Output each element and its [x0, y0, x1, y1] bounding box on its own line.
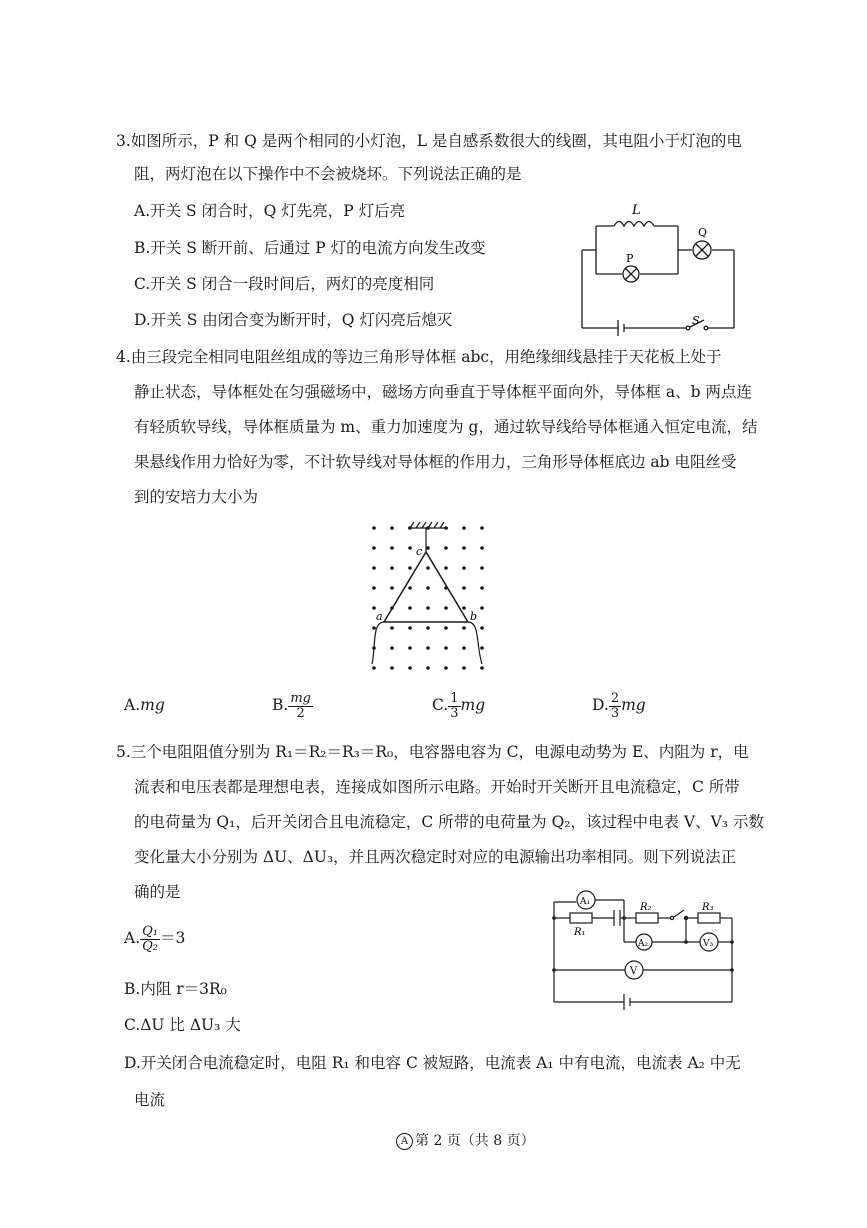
field-dot: [426, 606, 430, 610]
q4-vertex-b-label: b: [470, 610, 478, 623]
field-dot: [480, 526, 484, 530]
field-dot: [480, 566, 484, 570]
field-dot: [426, 586, 430, 590]
q4-option-c: C. $\frac{1}{3}$ mg: [432, 690, 486, 721]
q4-stem-line-3: 有轻质软导线，导体框质量为 m、重力加速度为 g，通过软导线给导体框通入恒定电流，结: [134, 418, 758, 436]
field-dot: [408, 546, 412, 550]
field-dot: [390, 546, 394, 550]
q5-option-b: B.内阻 r＝3R₀: [124, 980, 227, 998]
field-dot: [444, 626, 448, 630]
field-dot: [444, 666, 448, 670]
field-dot: [390, 586, 394, 590]
q3-option-b: B.开关 S 断开前、后通过 P 灯的电流方向发生改变: [134, 239, 486, 257]
q5-voltmeter-v-label: V: [630, 966, 638, 977]
field-dot: [408, 566, 412, 570]
q4-vertex-a-label: a: [376, 610, 383, 623]
q5-option-d-line-2: 电流: [134, 1091, 166, 1109]
field-dot: [372, 546, 376, 550]
field-dot: [390, 626, 394, 630]
page-footer: [396, 1130, 535, 1152]
footer-circle-mark: A: [396, 1133, 413, 1150]
field-dot: [408, 586, 412, 590]
field-dot: [480, 546, 484, 550]
field-dot: [426, 646, 430, 650]
q5-resistor-r3-label: R₃: [702, 902, 714, 913]
footer-page-number: 第 2 页（共 8 页）: [415, 1133, 535, 1149]
q5-ammeter-a2-label: A₂: [638, 939, 649, 949]
q5-voltmeter-v3-label: V₃: [703, 939, 714, 949]
q5-option-d-line-1: D.开关闭合电流稳定时，电阻 R₁ 和电容 C 被短路，电流表 A₁ 中有电流，电流表 A₂ 中无: [124, 1054, 741, 1072]
q4-option-a: A.mg: [124, 696, 165, 714]
q4-vertex-c-label: c: [416, 545, 423, 558]
q3-lamp-q-label: Q: [698, 226, 708, 239]
field-dot: [372, 626, 376, 630]
field-dot: [444, 566, 448, 570]
q4-option-b: B. $\frac{mg}{2}$: [272, 690, 311, 721]
q5-circuit-figure: [548, 884, 740, 1012]
field-dot: [480, 606, 484, 610]
field-dot: [372, 666, 376, 670]
field-dot: [462, 586, 466, 590]
q3-coil-label: L: [632, 203, 641, 218]
field-dot: [372, 586, 376, 590]
field-dot: [462, 666, 466, 670]
field-dot: [480, 646, 484, 650]
q4-option-d: D. $\frac{2}{3}$ mg: [592, 690, 646, 721]
field-dot: [444, 606, 448, 610]
field-dot: [480, 666, 484, 670]
field-dot: [462, 566, 466, 570]
q5-option-c: C.ΔU 比 ΔU₃ 大: [124, 1016, 241, 1034]
q5-resistor-r1-label: R₁: [574, 927, 586, 938]
field-dot: [408, 626, 412, 630]
field-dot: [462, 546, 466, 550]
field-dot: [408, 666, 412, 670]
q5-option-a: A. $\frac{\text{Q₁}}{\text{Q₂}}$ ＝3: [124, 923, 186, 954]
field-dot: [408, 646, 412, 650]
field-dot: [462, 606, 466, 610]
field-dot: [444, 646, 448, 650]
field-dot: [426, 666, 430, 670]
field-dot: [462, 646, 466, 650]
field-dot: [426, 546, 430, 550]
field-dot: [426, 626, 430, 630]
field-dot: [408, 606, 412, 610]
q3-option-c: C.开关 S 闭合一段时间后，两灯的亮度相同: [134, 275, 435, 293]
q5-ammeter-a1-label: A₁: [580, 897, 591, 907]
q3-circuit-figure: [578, 196, 748, 336]
field-dot: [372, 566, 376, 570]
field-dot: [390, 646, 394, 650]
field-dot: [390, 566, 394, 570]
field-dot: [462, 626, 466, 630]
field-dot: [390, 526, 394, 530]
q4-stem-line-2: 静止状态，导体框处在匀强磁场中，磁场方向垂直于导体框平面向外，导体框 a、b 两点连: [134, 383, 753, 401]
q3-lamp-p-label: P: [626, 252, 634, 265]
q5-stem-line-3: 的电荷量为 Q₁，后开关闭合且电流稳定，C 所带的电荷量为 Q₂，该过程中电表 V、V₃ 示数: [134, 813, 764, 831]
q4-stem-line-1: 4.由三段完全相同电阻丝组成的等边三角形导体框 abc，用绝缘细线悬挂于天花板上处于: [116, 348, 722, 366]
field-dot: [480, 586, 484, 590]
field-dot: [390, 666, 394, 670]
q5-stem-line-2: 流表和电压表都是理想电表，连接成如图所示电路。开始时开关断开且电流稳定，C 所带: [134, 778, 740, 796]
q5-stem-line-1: 5.三个电阻阻值分别为 R₁＝R₂＝R₃＝R₀，电容器电容为 C，电源电动势为 E、内阻为 r，电: [116, 743, 749, 761]
q4-stem-line-4: 果悬线作用力恰好为零，不计软导线对导体框的作用力，三角形导体框底边 ab 电阻丝受: [134, 453, 737, 471]
q3-stem-line-2: 阻，两灯泡在以下操作中不会被烧坏。下列说法正确的是: [134, 165, 522, 183]
q3-option-d: D.开关 S 由闭合变为断开时，Q 灯闪亮后熄灭: [134, 311, 453, 329]
field-dot: [480, 626, 484, 630]
q5-stem-line-5: 确的是: [134, 883, 181, 901]
q5-stem-line-4: 变化量大小分别为 ΔU、ΔU₃，并且两次稳定时对应的电源输出功率相同。则下列说法正: [134, 848, 737, 866]
q3-stem-line-1: 3.如图所示，P 和 Q 是两个相同的小灯泡，L 是自感系数很大的线圈，其电阻小于灯泡的电: [116, 132, 742, 150]
field-dot: [444, 546, 448, 550]
q5-resistor-r2-label: R₂: [640, 902, 652, 913]
field-dot: [462, 526, 466, 530]
field-dot: [372, 526, 376, 530]
q4-triangle-figure: [362, 518, 494, 670]
field-dot: [426, 566, 430, 570]
q4-stem-line-5: 到的安培力大小为: [134, 488, 259, 506]
q3-switch-label: S: [692, 314, 700, 327]
q3-option-a: A.开关 S 闭合时，Q 灯先亮，P 灯后亮: [134, 202, 406, 220]
